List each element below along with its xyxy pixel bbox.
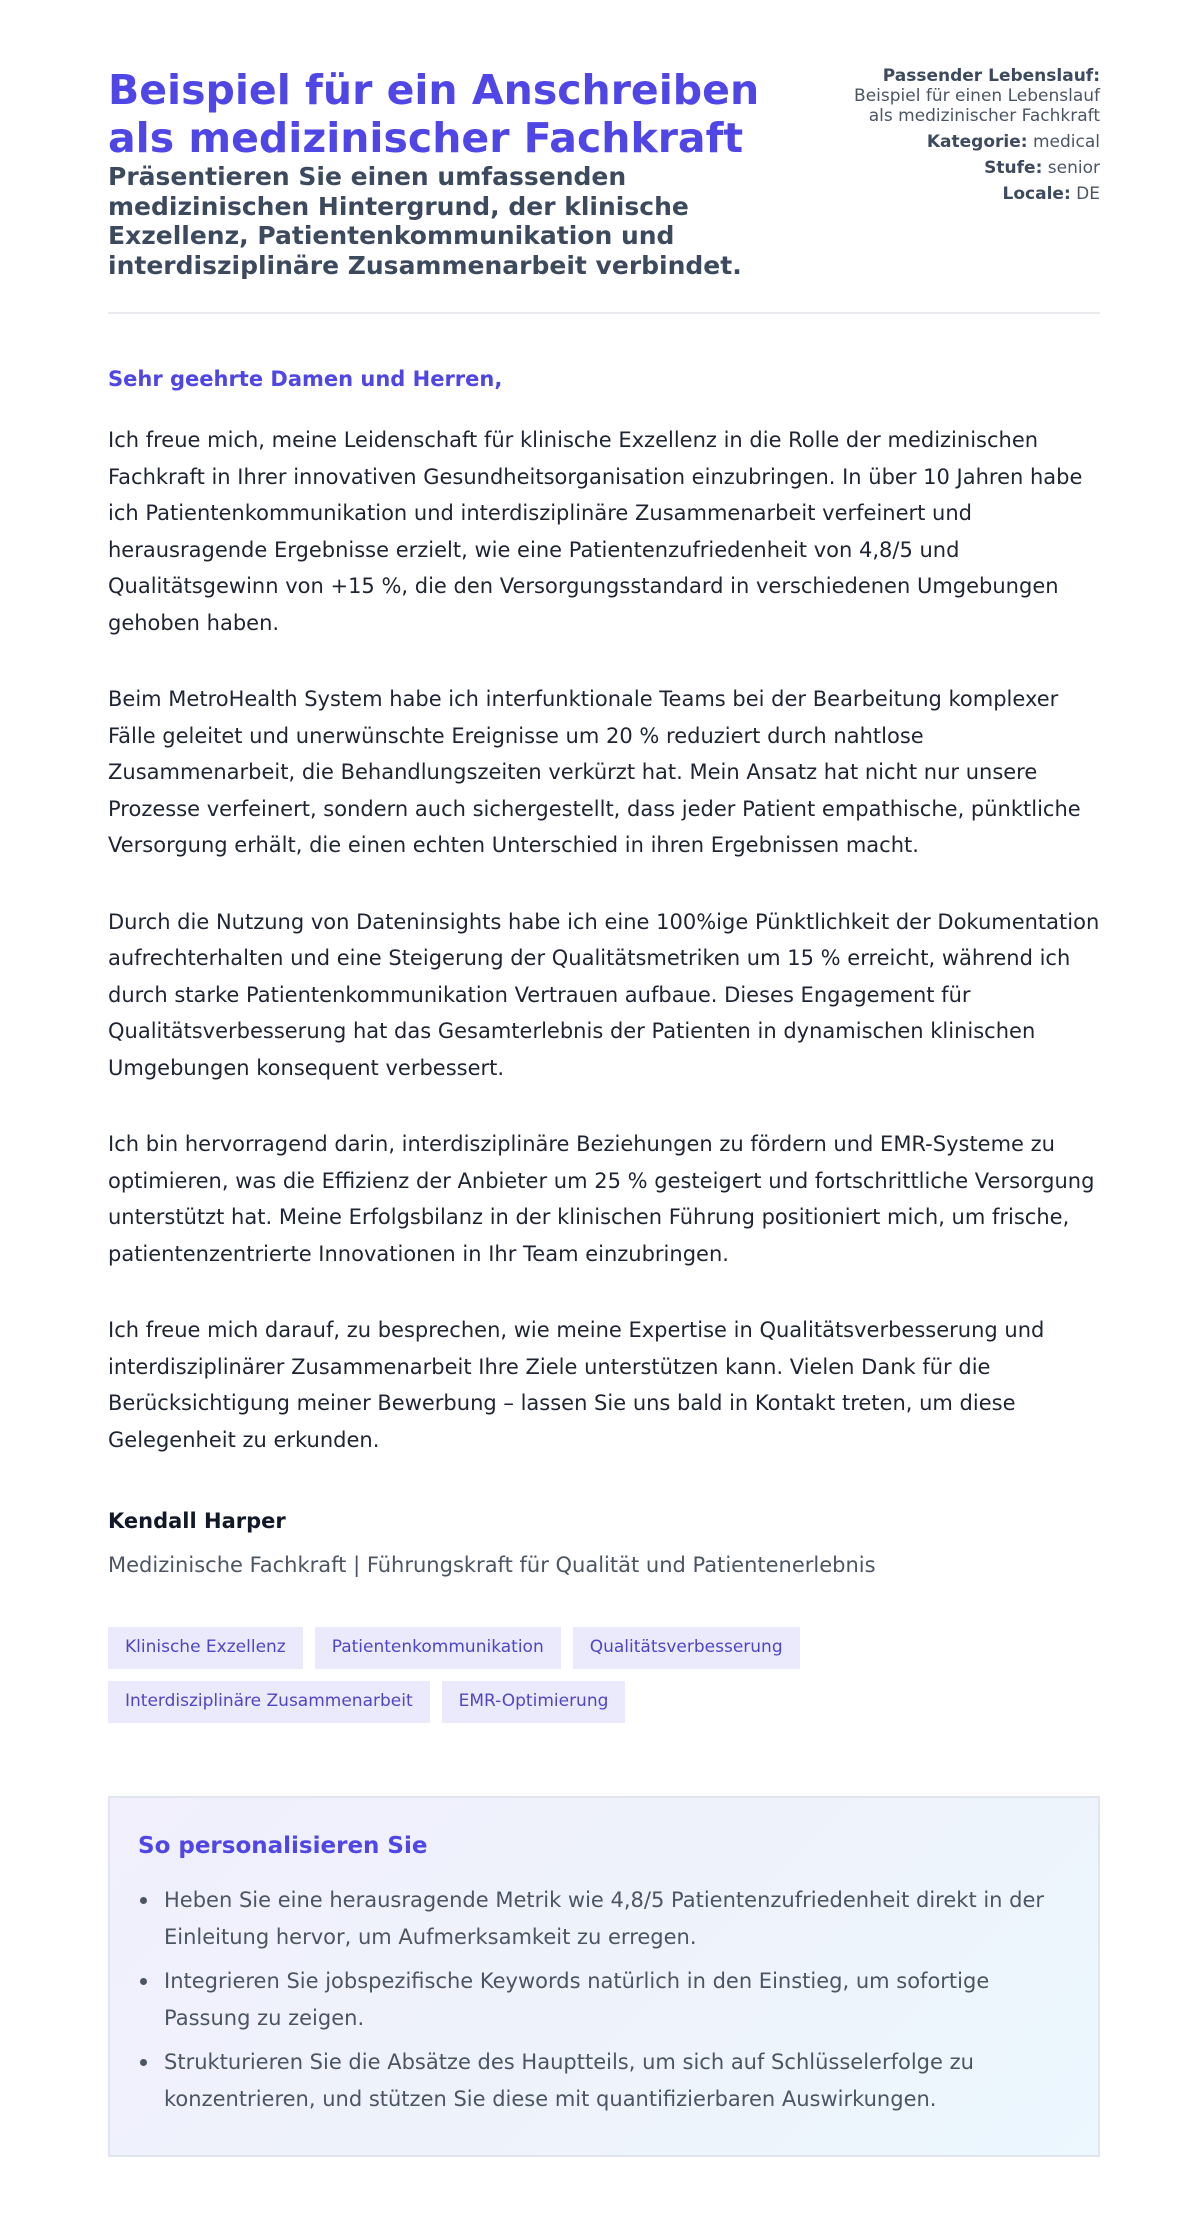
meta-resume-link[interactable]: Beispiel für einen Lebenslauf als medizinischer Fachkraft: [854, 86, 1100, 126]
skill-tag: EMR-Optimierung: [442, 1681, 626, 1723]
tips-item-text: Strukturieren Sie die Absätze des Hauptteils, um sich auf Schlüsselerfolge zu konzentrieren, und stützen Sie diese mit quantifizierbaren Auswirkungen.: [164, 2050, 974, 2111]
page-title: Beispiel für ein Anschreiben als medizinischer Fachkraft: [108, 66, 760, 162]
bullet-icon: [140, 1897, 147, 1904]
tips-list: [138, 1882, 1070, 2117]
bullet-icon: [140, 2059, 147, 2066]
meta-resume-label: Passender Lebenslauf:: [882, 66, 1100, 86]
skill-tags: [108, 1627, 868, 1723]
letter-paragraph: Ich freue mich, meine Leidenschaft für klinische Exzellenz in die Rolle der medizinischen Fachkraft in Ihrer innovativen Gesundheitsorganisation einzubringen. In über 10 Jahren habe ich Patientenkommunikation und interdisziplinäre Zusammenarbeit verfeinert und herausragende Ergebnisse erzielt, wie eine Patientenzufriedenheit von 4,8/5 und Qualitätsgewinn von +15 %, die den Versorgungsstandard in verschiedenen Umgebungen gehoben haben.: [108, 428, 1083, 635]
meta-locale-value: DE: [1076, 184, 1100, 204]
skill-tag: Qualitätsverbesserung: [573, 1627, 800, 1669]
meta-locale: [850, 184, 1100, 204]
skill-tag: Interdisziplinäre Zusammenarbeit: [108, 1681, 430, 1723]
meta-category: [850, 132, 1100, 152]
meta-level-value: senior: [1047, 158, 1100, 178]
skill-tag: Patientenkommunikation: [315, 1627, 561, 1669]
meta-category-value: medical: [1032, 132, 1100, 152]
personalization-tips-box: [108, 1796, 1100, 2157]
signature-block: [108, 1507, 1100, 1578]
meta-locale-label: Locale:: [1002, 184, 1071, 204]
page-subtitle: Präsentieren Sie einen umfassenden medizinischen Hintergrund, der klinische Exzellenz, Patientenkommunikation und interdisziplinäre Zusammenarbeit verbindet.: [108, 162, 742, 280]
header-title-block: [108, 66, 828, 280]
cover-letter-page: [108, 0, 1100, 2157]
page-header: [108, 0, 1100, 314]
meta-category-label: Kategorie:: [926, 132, 1028, 152]
meta-level-label: Stufe:: [984, 158, 1043, 178]
tips-item-text: Integrieren Sie jobspezifische Keywords natürlich in den Einstieg, um sofortige Passung zu zeigen.: [164, 1969, 990, 2030]
letter-greeting: Sehr geehrte Damen und Herren,: [108, 367, 503, 391]
tips-list-item: [138, 1963, 1070, 2036]
signature-title: Medizinische Fachkraft | Führungskraft für Qualität und Patientenerlebnis: [108, 1553, 876, 1577]
tips-title: So personalisieren Sie: [138, 1833, 428, 1859]
skill-tag: Klinische Exzellenz: [108, 1627, 303, 1669]
meta-level: [850, 158, 1100, 178]
tips-item-text: Heben Sie eine herausragende Metrik wie 4,8/5 Patientenzufriedenheit direkt in der Einleitung hervor, um Aufmerksamkeit zu erregen.: [164, 1888, 1045, 1949]
letter-paragraph: Ich bin hervorragend darin, interdisziplinäre Beziehungen zu fördern und EMR-Systeme zu optimieren, was die Effizienz der Anbieter um 25 % gesteigert und fortschrittliche Versorgung unterstützt hat. Meine Erfolgsbilanz in der klinischen Führung positioniert mich, um frische, patientenzentrierte Innovationen in Ihr Team einzubringen.: [108, 1132, 1095, 1266]
meta-matching-resume: [850, 66, 1100, 126]
letter-paragraph: Beim MetroHealth System habe ich interfunktionale Teams bei der Bearbeitung komplexer Fälle geleitet und unerwünschte Ereignisse um 20 % reduziert durch nahtlose Zusammenarbeit, die Behandlungszeiten verkürzt hat. Mein Ansatz hat nicht nur unsere Prozesse verfeinert, sondern auch sichergestellt, dass jeder Patient empathische, pünktliche Versorgung erhält, die einen echten Unterschied in ihren Ergebnissen macht.: [108, 687, 1081, 857]
letter-paragraphs: [108, 422, 1100, 1458]
tips-list-item: [138, 2044, 1070, 2117]
signature-name: Kendall Harper: [108, 1509, 286, 1533]
meta-panel: [850, 66, 1100, 210]
letter-body: [108, 366, 1100, 1458]
letter-paragraph: Ich freue mich darauf, zu besprechen, wie meine Expertise in Qualitätsverbesserung und interdisziplinärer Zusammenarbeit Ihre Ziele unterstützen kann. Vielen Dank für die Berücksichtigung meiner Bewerbung – lassen Sie uns bald in Kontakt treten, um diese Gelegenheit zu erkunden.: [108, 1318, 1045, 1452]
bullet-icon: [140, 1978, 147, 1985]
tips-list-item: [138, 1882, 1070, 1955]
letter-paragraph: Durch die Nutzung von Dateninsights habe ich eine 100%ige Pünktlichkeit der Dokumentation aufrechterhalten und eine Steigerung der Qualitätsmetriken um 15 % erreicht, während ich durch starke Patientenkommunikation Vertrauen aufbaue. Dieses Engagement für Qualitätsverbesserung hat das Gesamterlebnis der Patienten in dynamischen klinischen Umgebungen konsequent verbessert.: [108, 909, 1100, 1080]
